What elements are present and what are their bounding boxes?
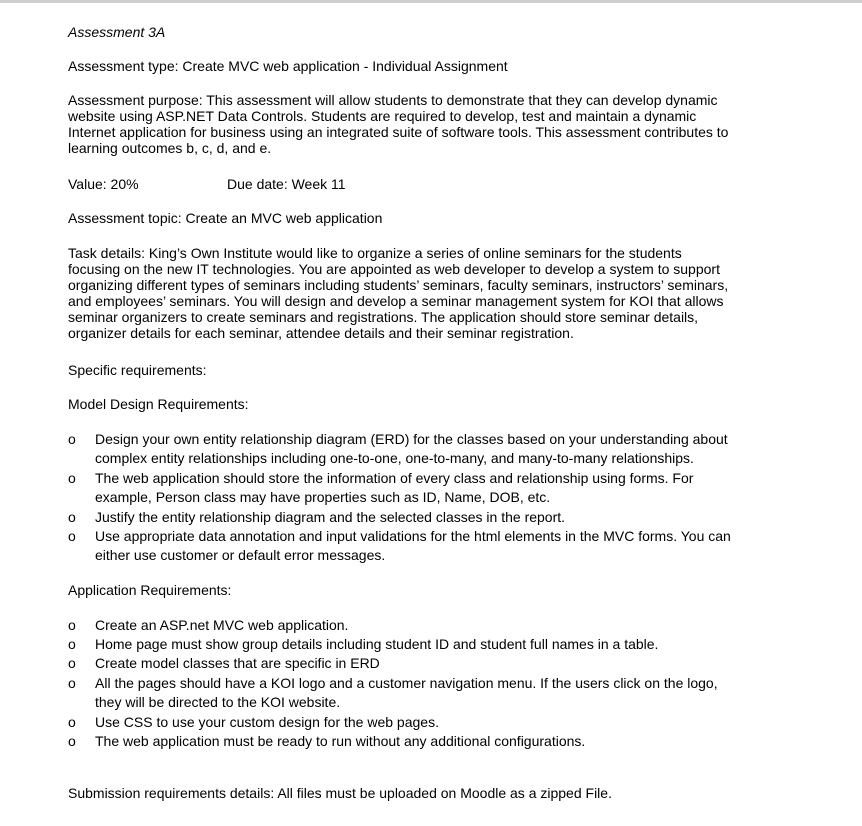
- item-line: The web application should store the information of every class and relationship using forms. For: [95, 470, 694, 486]
- item-line: Design your own entity relationship diagram (ERD) for the classes based on your understanding about: [95, 431, 728, 447]
- item-line: Justify the entity relationship diagram and the selected classes in the report.: [95, 509, 566, 525]
- item-line: The web application must be ready to run without any additional configurations.: [95, 733, 586, 749]
- item-line: Home page must show group details including student ID and student full names in a table.: [95, 636, 659, 652]
- bullet-circle-icon: o: [68, 509, 76, 525]
- bullet-circle-icon: o: [68, 617, 76, 633]
- specific-requirements-heading: Specific requirements:: [68, 362, 207, 378]
- bullet-circle-icon: o: [68, 528, 76, 544]
- bullet-circle-icon: o: [68, 733, 76, 749]
- task-line: organizing different types of seminars including students’ seminars, faculty seminars, instructors’ seminars,: [68, 277, 729, 293]
- bullet-circle-icon: o: [68, 470, 76, 486]
- purpose-line: learning outcomes b, c, d, and e.: [68, 140, 272, 156]
- item-line: example, Person class may have properties such as ID, Name, DOB, etc.: [95, 489, 551, 505]
- task-line: and employees’ seminars. You will design and develop a seminar management system for KOI that allows: [68, 293, 724, 309]
- bullet-circle-icon: o: [68, 714, 76, 730]
- model-design-heading: Model Design Requirements:: [68, 396, 249, 412]
- task-details: [68, 245, 728, 341]
- item-line: they will be directed to the KOI website.: [95, 694, 341, 710]
- bullet-circle-icon: o: [68, 636, 76, 652]
- due-date: Due date: Week 11: [227, 176, 346, 192]
- item-line: either use customer or default error messages.: [95, 547, 386, 563]
- task-line: Task details: King’s Own Institute would like to organize a series of online seminars for the students: [68, 245, 682, 261]
- item-line: Create an ASP.net MVC web application.: [95, 617, 349, 633]
- item-line: complex entity relationships including one-to-one, one-to-many, and many-to-many relationships.: [95, 450, 694, 466]
- purpose-line: Internet application for business using an integrated suite of software tools. This assessment contributes to: [68, 124, 729, 140]
- assessment-heading: Assessment 3A: [68, 24, 166, 40]
- purpose-line: website using ASP.NET Data Controls. Students are required to develop, test and maintain a dynamic: [68, 108, 697, 124]
- task-line: focusing on the new IT technologies. You are appointed as web developer to develop a system to support: [68, 261, 720, 277]
- assessment-type: Assessment type: Create MVC web application - Individual Assignment: [68, 58, 508, 74]
- task-line: organizer details for each seminar, attendee details and their seminar registration.: [68, 325, 574, 341]
- assessment-purpose: [68, 92, 728, 156]
- application-requirements-heading: Application Requirements:: [68, 582, 232, 598]
- bullet-circle-icon: o: [68, 655, 76, 671]
- submission-requirements: Submission requirements details: All files must be uploaded on Moodle as a zipped File.: [68, 785, 612, 801]
- assessment-value: Value: 20%: [68, 176, 139, 192]
- item-line: Use appropriate data annotation and input validations for the html elements in the MVC forms. You can: [95, 528, 731, 544]
- purpose-line: Assessment purpose: This assessment will allow students to demonstrate that they can develop dynamic: [68, 92, 718, 108]
- assessment-topic: Assessment topic: Create an MVC web application: [68, 210, 383, 226]
- item-line: Use CSS to use your custom design for the web pages.: [95, 714, 439, 730]
- bullet-circle-icon: o: [68, 675, 76, 691]
- task-line: seminar organizers to create seminars and registrations. The application should store seminar details,: [68, 309, 699, 325]
- item-line: Create model classes that are specific in ERD: [95, 655, 380, 671]
- item-line: All the pages should have a KOI logo and a customer navigation menu. If the users click on the logo,: [95, 675, 718, 691]
- bullet-circle-icon: o: [68, 431, 76, 447]
